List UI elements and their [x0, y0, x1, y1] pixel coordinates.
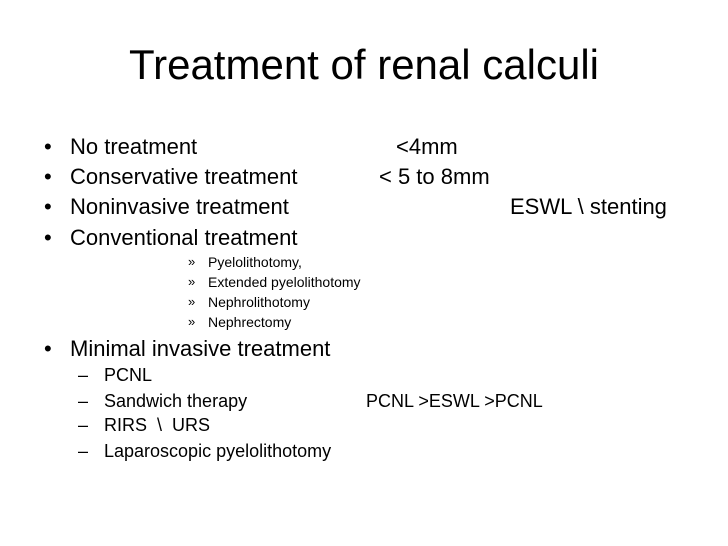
sub-bullet-marker: » — [188, 314, 196, 329]
sub-item-nephrolithotomy: Nephrolithotomy — [208, 294, 310, 310]
sub-item-sandwich-therapy: Sandwich therapy — [104, 391, 248, 411]
bullet-marker: • — [44, 336, 52, 361]
sub-item-pcnl: PCNL — [104, 365, 153, 385]
sub-item-nephrectomy: Nephrectomy — [208, 314, 292, 330]
sub-item-rirs-urs: RIRS \ URS — [104, 415, 211, 435]
sub-bullet-marker: – — [78, 415, 89, 435]
sub-item-sandwich-sequence: PCNL >ESWL >PCNL — [366, 391, 543, 411]
sub-bullet-marker: – — [78, 365, 89, 385]
bullet-conservative-treatment: Conservative treatment — [70, 164, 298, 189]
bullet-marker: • — [44, 225, 52, 250]
sub-bullet-marker: » — [188, 274, 196, 289]
bullet-marker: • — [44, 134, 52, 159]
bullet-conservative-size: < 5 to 8mm — [379, 164, 490, 189]
bullet-minimal-invasive-treatment: Minimal invasive treatment — [70, 336, 331, 361]
sub-bullet-marker: – — [78, 391, 89, 411]
sub-item-extended-pyelolithotomy: Extended pyelolithotomy — [208, 274, 361, 290]
bullet-marker: • — [44, 194, 52, 219]
bullet-conventional-treatment: Conventional treatment — [70, 225, 298, 250]
bullet-noninvasive-treatment: Noninvasive treatment — [70, 194, 289, 219]
bullet-no-treatment: No treatment — [70, 134, 198, 159]
sub-item-laparoscopic-pyelolithotomy: Laparoscopic pyelolithotomy — [104, 441, 332, 461]
sub-bullet-marker: – — [78, 441, 89, 461]
sub-item-pyelolithotomy: Pyelolithotomy, — [208, 254, 302, 270]
bullet-no-treatment-size: <4mm — [396, 134, 458, 159]
bullet-noninvasive-method: ESWL \ stenting — [510, 194, 667, 219]
sub-bullet-marker: » — [188, 294, 196, 309]
slide-title: Treatment of renal calculi — [129, 41, 599, 88]
bullet-marker: • — [44, 164, 52, 189]
sub-bullet-marker: » — [188, 254, 196, 269]
